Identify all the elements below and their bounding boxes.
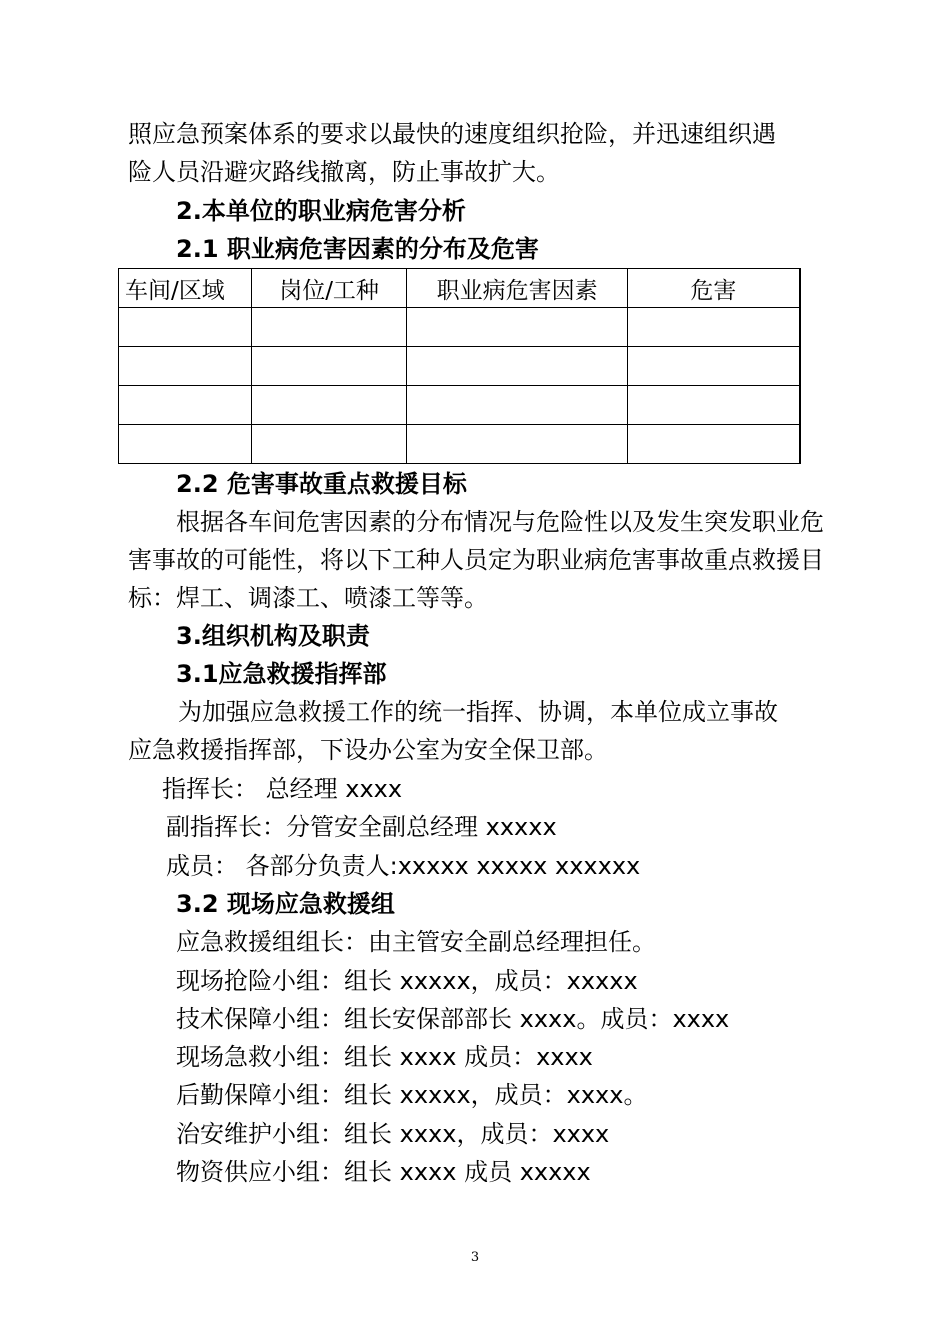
rescue-group-item: 技术保障小组：组长安保部部长 xxxx。成员：xxxx	[176, 1005, 730, 1033]
table-row	[119, 425, 801, 464]
table-row	[119, 386, 801, 425]
page-number: 3	[470, 1250, 480, 1265]
intro-line-1: 照应急预案体系的要求以最快的速度组织抢险，并迅速组织遇	[128, 120, 776, 148]
table-row	[119, 308, 801, 347]
hazard-table	[118, 268, 801, 464]
table-cell	[251, 425, 407, 464]
table-cell	[627, 347, 800, 386]
table-header-post: 岗位/工种	[251, 269, 407, 308]
table-cell	[119, 308, 252, 347]
table-cell	[407, 308, 627, 347]
commander-line: 指挥长： 总经理 xxxx	[162, 775, 403, 803]
section-2-2-title: 2.2 危害事故重点救援目标	[176, 470, 467, 498]
section-2-2-para-line-2: 害事故的可能性，将以下工种人员定为职业病危害事故重点救援目	[128, 546, 824, 574]
rescue-group-item: 物资供应小组：组长 xxxx 成员 xxxxx	[176, 1158, 591, 1186]
rescue-group-item: 后勤保障小组：组长 xxxxx，成员：xxxx。	[176, 1081, 648, 1109]
section-2-2-para-line-3: 标：焊工、调漆工、喷漆工等等。	[128, 584, 488, 612]
members-line: 成员： 各部分负责人:xxxxx xxxxx xxxxxx	[166, 852, 641, 880]
section-3-title: 3.组织机构及职责	[176, 622, 370, 650]
section-2-2-para-line-1: 根据各车间危害因素的分布情况与危险性以及发生突发职业危	[176, 508, 824, 536]
table-header-harm: 危害	[627, 269, 800, 308]
table-cell	[251, 386, 407, 425]
table-cell	[407, 386, 627, 425]
table-cell	[407, 425, 627, 464]
table-cell	[119, 425, 252, 464]
table-header-row	[119, 269, 801, 308]
table-row	[119, 347, 801, 386]
section-3-1-title: 3.1应急救援指挥部	[176, 660, 387, 688]
intro-line-2: 险人员沿避灾路线撤离，防止事故扩大。	[128, 158, 560, 186]
table-header-hazard-factor: 职业病危害因素	[407, 269, 627, 308]
table-cell	[627, 425, 800, 464]
rescue-group-item: 现场急救小组：组长 xxxx 成员：xxxx	[176, 1043, 593, 1071]
table-cell	[407, 347, 627, 386]
rescue-group-item: 应急救援组组长：由主管安全副总经理担任。	[176, 928, 656, 956]
table-cell	[251, 308, 407, 347]
table-cell	[251, 347, 407, 386]
deputy-commander-line: 副指挥长：分管安全副总经理 xxxxx	[166, 813, 557, 841]
section-3-2-title: 3.2 现场应急救援组	[176, 890, 395, 918]
table-cell	[627, 386, 800, 425]
section-3-1-para-line-1: 为加强应急救援工作的统一指挥、协调，本单位成立事故	[178, 698, 778, 726]
rescue-group-item: 现场抢险小组：组长 xxxxx，成员：xxxxx	[176, 967, 638, 995]
table-header-workshop: 车间/区域	[119, 269, 252, 308]
section-2-title: 2.本单位的职业病危害分析	[176, 197, 466, 225]
section-2-1-title: 2.1 职业病危害因素的分布及危害	[176, 235, 539, 263]
table-cell	[119, 347, 252, 386]
rescue-group-item: 治安维护小组：组长 xxxx，成员：xxxx	[176, 1120, 610, 1148]
table-cell	[119, 386, 252, 425]
table-cell	[627, 308, 800, 347]
section-3-1-para-line-2: 应急救援指挥部，下设办公室为安全保卫部。	[128, 736, 608, 764]
